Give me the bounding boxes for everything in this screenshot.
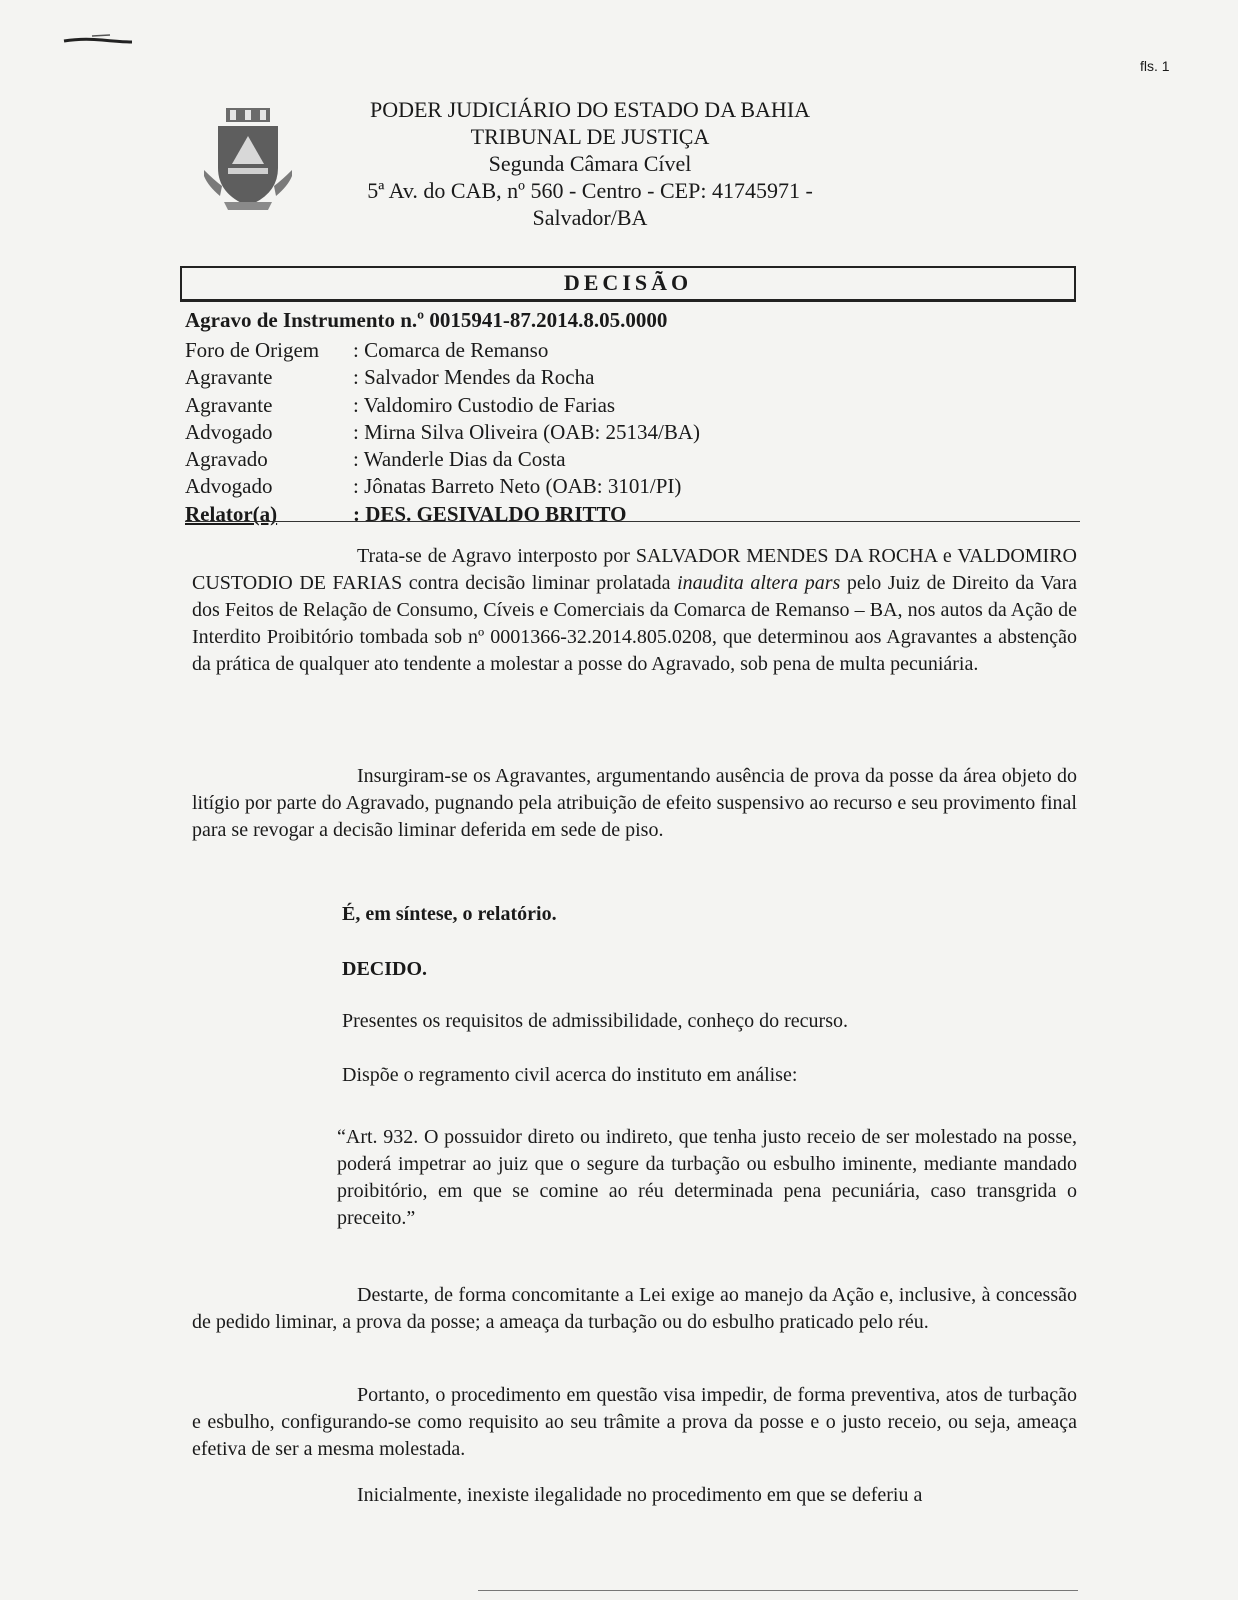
party-value: : Wanderle Dias da Costa (353, 447, 566, 472)
party-value: : Jônatas Barreto Neto (OAB: 3101/PI) (353, 474, 682, 499)
party-label: Advogado (185, 419, 273, 444)
header-line-5: Salvador/BA (532, 205, 648, 230)
party-row-relator (185, 502, 1075, 529)
party-value: : DES. GESIVALDO BRITTO (353, 501, 627, 526)
header-line-2: TRIBUNAL DE JUSTIÇA (470, 124, 710, 149)
paragraph-7 (192, 1282, 1077, 1336)
p1-text-a: Trata-se de Agravo interposto por SALVADOR MENDES DA ROCHA e VALDOMIRO CUSTODIO DE FARIAS contra decisão liminar prolatada (192, 545, 1077, 594)
party-label: Advogado (185, 474, 273, 499)
paragraph-4: DECIDO. (342, 958, 428, 980)
scan-mark (62, 32, 134, 46)
party-label: Agravado (185, 447, 268, 472)
party-row (185, 365, 1075, 392)
header-line-4: 5ª Av. do CAB, nº 560 - Centro - CEP: 41745971 - (367, 178, 813, 203)
decision-title: DECISÃO (563, 270, 693, 295)
p1-italic: inaudita altera pars (677, 572, 841, 594)
divider (185, 521, 1080, 522)
party-row (185, 447, 1075, 474)
page-number: fls. 1 (1140, 58, 1170, 74)
header-line-1: PODER JUDICIÁRIO DO ESTADO DA BAHIA (369, 97, 811, 122)
paragraph-3: É, em síntese, o relatório. (342, 903, 557, 925)
party-row (185, 338, 1075, 365)
p8-text: Portanto, o procedimento em questão visa impedir, de forma preventiva, atos de turbação e esbulho, configurando-se como requisito ao seu trâmite a prova da posse e o justo receio, ou seja, ameaça efetiva de ser a mesma molestada. (192, 1384, 1077, 1460)
court-header (330, 96, 850, 231)
p9-text: Inicialmente, inexiste ilegalidade no procedimento em que se deferiu a (357, 1484, 923, 1506)
paragraph-6: Dispõe o regramento civil acerca do instituto em análise: (342, 1064, 798, 1086)
p7-text: Destarte, de forma concomitante a Lei exige ao manejo da Ação e, inclusive, à concessão de pedido liminar, a prova da posse; a ameaça da turbação ou do esbulho praticado pelo réu. (192, 1284, 1077, 1333)
party-value: : Comarca de Remanso (353, 338, 549, 362)
header-line-3: Segunda Câmara Cível (488, 151, 692, 176)
paragraph-8 (192, 1382, 1077, 1463)
party-label: Agravante (185, 392, 273, 417)
parties-table (185, 338, 1075, 529)
coat-of-arms-icon (204, 106, 292, 214)
party-row (185, 420, 1075, 447)
party-row (185, 474, 1075, 501)
party-value: : Mirna Silva Oliveira (OAB: 25134/BA) (353, 419, 701, 444)
p1-text-b: pelo Juiz de Direito da Vara dos Feitos de Relação de Consumo, Cíveis e Comerciais da Comarca de Remanso – BA, nos autos da Ação de Interdito Proibitório tombada sob nº 0001366-32.2014.805.0208, que determinou aos Agravantes a abstenção da prática de qualquer ato tendente a molestar a posse do Agravado, sob pena de multa pecuniária. (192, 572, 1077, 675)
paragraph-2 (192, 763, 1077, 844)
party-label: Foro de Origem (185, 338, 320, 362)
paragraph-1 (192, 543, 1077, 678)
party-label: Relator(a) (185, 501, 278, 526)
decision-title-box (180, 266, 1076, 302)
process-number: Agravo de Instrumento n.º 0015941-87.2014.8.05.0000 (185, 308, 668, 332)
legal-quote: “Art. 932. O possuidor direto ou indireto, que tenha justo receio de ser molestado na posse, poderá impetrar ao juiz que o segure da turbação ou esbulho iminente, mediante mandado proibitório, em que se comine ao réu determinada pena pecuniária, caso transgrida o preceito.” (337, 1126, 1077, 1229)
party-row (185, 393, 1075, 420)
party-value: : Salvador Mendes da Rocha (353, 365, 595, 390)
paragraph-5: Presentes os requisitos de admissibilidade, conheço do recurso. (342, 1010, 848, 1032)
party-label: Agravante (185, 365, 273, 390)
bottom-divider (478, 1590, 1078, 1591)
paragraph-9 (192, 1482, 1077, 1509)
p2-text: Insurgiram-se os Agravantes, argumentando ausência de prova da posse da área objeto do litígio por parte do Agravado, pugnando pela atribuição de efeito suspensivo ao recurso e seu provimento final para se revogar a decisão liminar deferida em sede de piso. (192, 765, 1077, 841)
party-value: : Valdomiro Custodio de Farias (353, 392, 616, 417)
